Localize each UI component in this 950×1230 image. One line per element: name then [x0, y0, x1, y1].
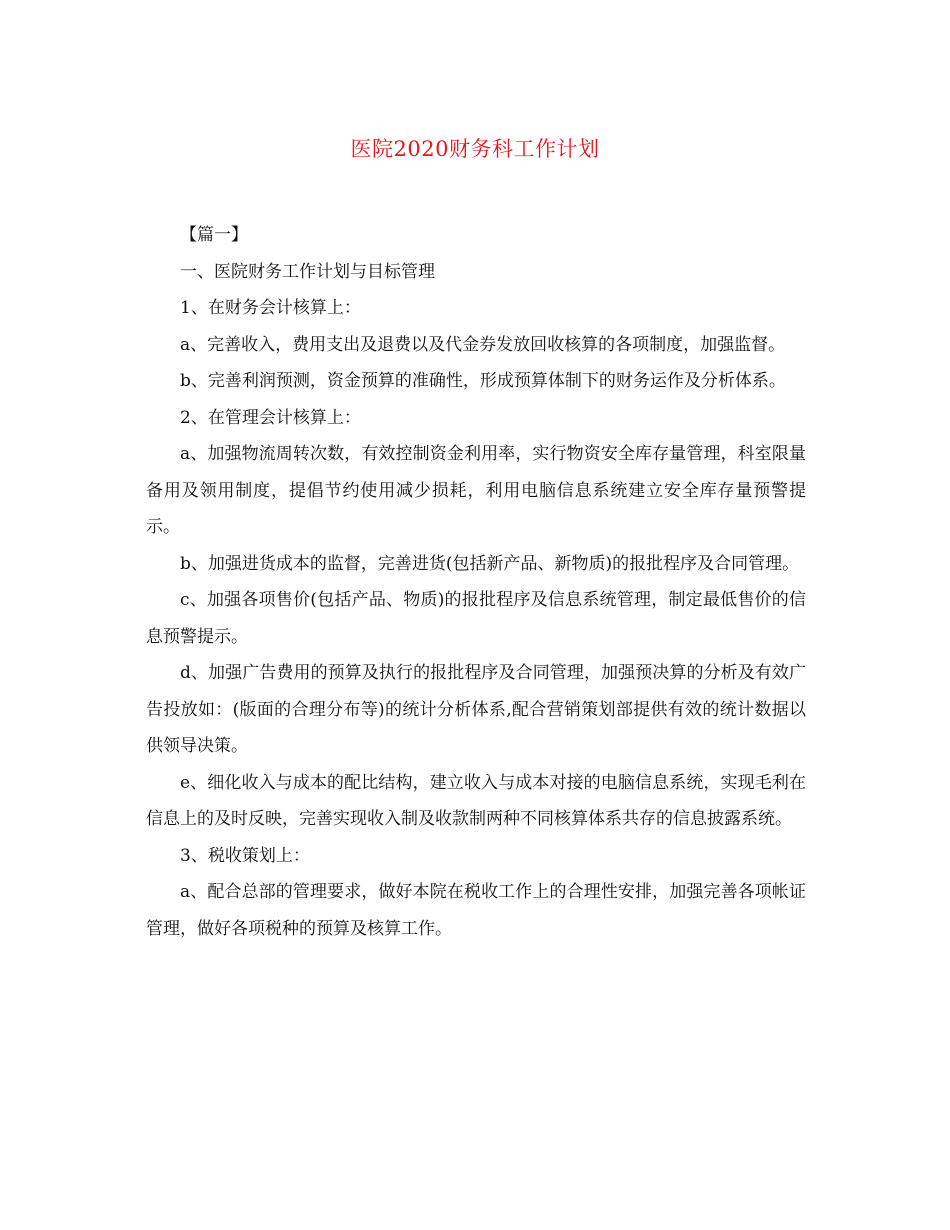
section-heading-1: 一、医院财务工作计划与目标管理: [180, 261, 435, 282]
paragraph: b、完善利润预测，资金预算的准确性，形成预算体制下的财务运作及分析体系。: [180, 371, 786, 391]
paragraph: c、加强各项售价(包括产品、物质)的报批程序及信息系统管理，制定最低售价的信息预警提示。: [146, 590, 806, 647]
paragraph: d、加强广告费用的预算及执行的报批程序及合同管理，加强预决算的分析及有效广告投放如：(版面的合理分布等)的统计分析体系,配合营销策划部提供有效的统计数据以供领导决策。: [146, 663, 806, 756]
subheading-financial-accounting: 1、在财务会计核算上：: [180, 298, 361, 318]
paragraph: b、加强进货成本的监督，完善进货(包括新产品、新物质)的报批程序及合同管理。: [180, 553, 800, 574]
paragraph: a、完善收入，费用支出及退费以及代金券发放回收核算的各项制度，加强监督。: [180, 334, 786, 355]
paragraph: a、加强物流周转次数，有效控制资金利用率，实行物资安全库存量管理，科室限量备用及领用制度，提倡节约使用减少损耗，利用电脑信息系统建立安全库存量预警提示。: [146, 444, 806, 537]
paragraph: a、配合总部的管理要求，做好本院在税收工作上的合理性安排，加强完善各项帐证管理，做好各项税种的预算及核算工作。: [146, 882, 806, 939]
section-heading-part-one: 【篇一】: [180, 225, 248, 245]
subheading-management-accounting: 2、在管理会计核算上：: [180, 407, 361, 428]
subheading-tax-planning: 3、税收策划上：: [180, 845, 310, 866]
document-body: [146, 217, 806, 947]
paragraph: e、细化收入与成本的配比结构，建立收入与成本对接的电脑信息系统，实现毛利在信息上的及时反映，完善实现收入制及收款制两种不同核算体系共存的信息披露系统。: [146, 772, 806, 829]
document-title: 医院2020财务科工作计划: [350, 137, 600, 161]
